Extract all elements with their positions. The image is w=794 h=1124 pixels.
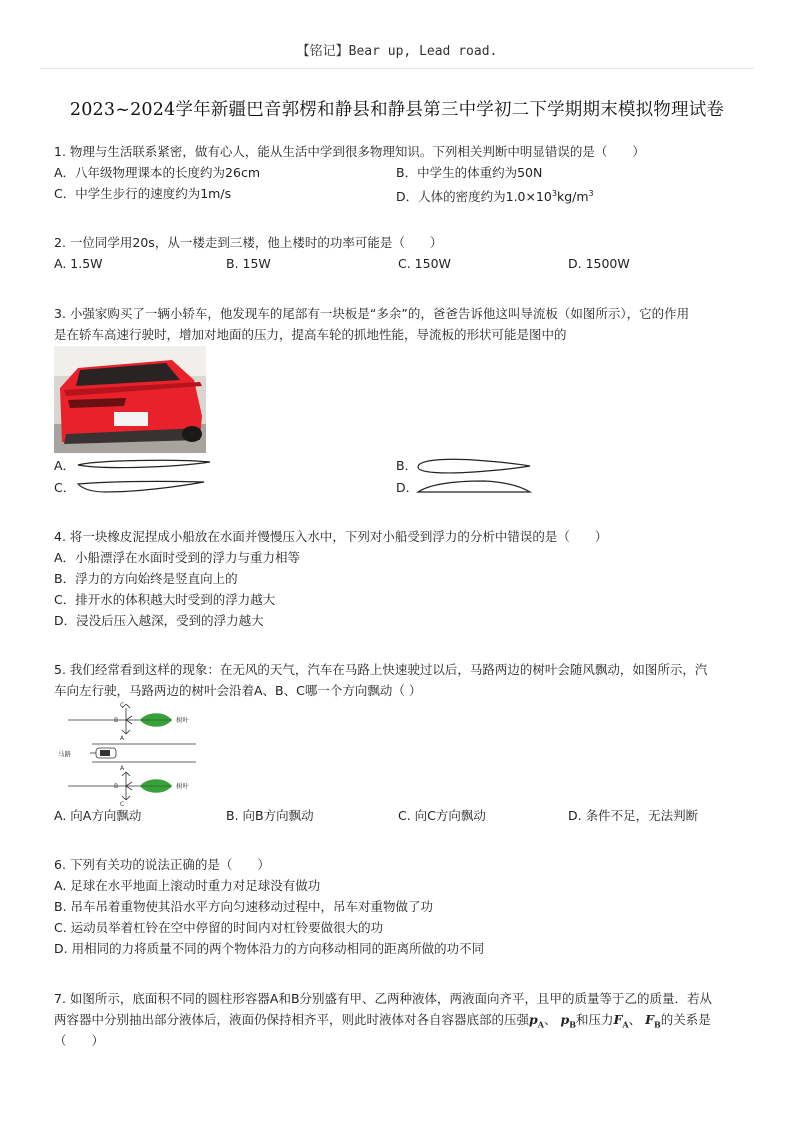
leaf-label-top: 树叶 [176,716,189,724]
question-6-option-d: D. 用相同的力将质量不同的两个物体沿力的方向移动相同的距离所做的功不同 [54,941,485,956]
spoiler-shape-a [76,458,212,472]
question-1-option-c: C．中学生步行的速度约为1m/s [54,186,232,201]
question-3-option-b: B． [396,458,418,473]
question-2-stem: 2. 一位同学用20s，从一楼走到三楼，他上楼时的功率可能是（ ） [54,235,443,250]
header-divider [40,68,754,69]
question-1-stem: 1. 物理与生活联系紧密，做有心人，能从生活中学到很多物理知识。下列相关判断中明显错误的是（ ） [54,144,645,159]
question-3-option-d: D． [396,480,419,495]
spoiler-shape-b [414,456,532,476]
label-c-top: C [120,702,125,709]
question-7-stem-line-3: （ ） [54,1033,105,1048]
question-3-option-c: C． [54,480,76,495]
label-c-bottom: C [120,801,125,806]
question-4-stem: 4. 将一块橡皮泥捏成小船放在水面并慢慢压入水中，下列对小船受到浮力的分析中错误的是（ ） [54,529,608,544]
question-2-option-d: D. 1500W [568,256,630,271]
car-spoiler-photo [54,346,206,453]
spoiler-shape-c [76,478,206,496]
question-3-stem-line-1: 3. 小强家购买了一辆小轿车，他发现车的尾部有一块板是“多余”的，爸爸告诉他这叫导流板（如图所示），它的作用 [54,306,690,321]
question-1-option-d: D．人体的密度约为$1.0\times 10^3kg/m^3$ [396,189,594,204]
question-6-option-c: C. 运动员举着杠铃在空中停留的时间内对杠铃要做很大的功 [54,920,384,935]
label-a-top: A [120,735,125,742]
label-a-bottom: A [120,765,125,772]
question-5-option-d: D. 条件不足，无法判断 [568,808,699,823]
question-7-stem-line-1: 7. 如图所示，底面积不同的圆柱形容器A和B分别盛有甲、乙两种液体，两液面向齐平，且甲的质量等于乙的质量．若从 [54,991,713,1006]
question-4-option-a: A．小船漂浮在水面时受到的浮力与重力相等 [54,550,301,565]
spoiler-shape-d [416,478,532,496]
question-6-option-a: A. 足球在水平地面上滚动时重力对足球没有做功 [54,878,321,893]
question-3-stem-line-2: 是在轿车高速行驶时，增加对地面的压力，提高车轮的抓地性能，导流板的形状可能是图中的 [54,327,567,342]
question-2-option-c: C. 150W [398,256,451,271]
question-5-option-a: A. 向A方向飘动 [54,808,142,823]
road-leaf-diagram [56,700,206,806]
question-5-stem-line-2: 车向左行驶，马路两边的树叶会沿着A、B、C哪一个方向飘动（ ） [54,683,422,698]
question-2-option-b: B. 15W [226,256,271,271]
question-3-option-a: A． [54,458,76,473]
question-6-stem: 6. 下列有关功的说法正确的是（ ） [54,857,270,872]
question-1-option-b: B．中学生的体重约为50N [396,165,543,180]
question-5-option-b: B. 向B方向飘动 [226,808,314,823]
label-b-top: B [114,717,119,724]
question-4-option-d: D．浸没后压入越深，受到的浮力越大 [54,613,264,628]
question-7-stem-line-2: 两容器中分别抽出部分液体后，液面仍保持相齐平，则此时液体对各自容器底部的压强$p_A$、 $p_B$和压力$F_A$、 $F_B$的关系是 [54,1012,711,1030]
question-4-option-b: B．浮力的方向始终是竖直向上的 [54,571,238,586]
road-label: 马路 [58,750,71,758]
exam-title: 2023~2024学年新疆巴音郭楞和静县和静县第三中学初二下学期期末模拟物理试卷 [69,100,725,120]
question-6-option-b: B. 吊车吊着重物使其沿水平方向匀速移动过程中，吊车对重物做了功 [54,899,434,914]
question-5-stem-line-1: 5. 我们经常看到这样的现象：在无风的天气，汽车在马路上快速驶过以后，马路两边的树叶会随风飘动，如图所示，汽 [54,662,708,677]
question-1-option-a: A．八年级物理课本的长度约为26cm [54,165,261,180]
label-b-bottom: B [114,783,119,790]
leaf-label-bottom: 树叶 [176,782,189,790]
question-2-option-a: A. 1.5W [54,256,103,271]
question-5-option-c: C. 向C方向飘动 [398,808,486,823]
page-header-motto: 【铭记】Bear up, Lead road. [296,44,498,59]
question-4-option-c: C．排开水的体积越大时受到的浮力越大 [54,592,276,607]
